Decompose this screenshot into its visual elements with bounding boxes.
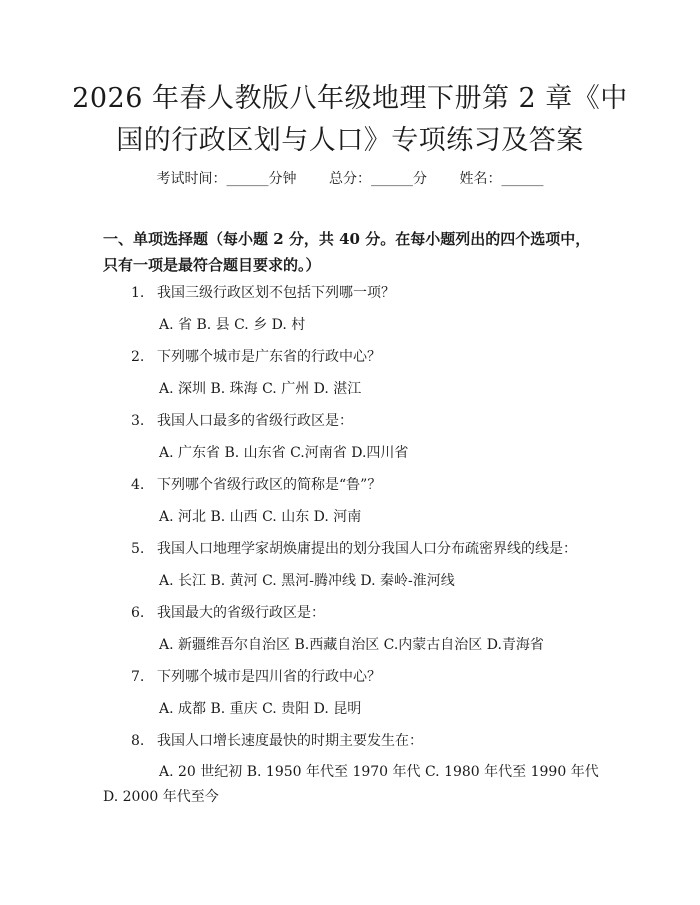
question-number: 3. bbox=[131, 413, 145, 429]
question-number: 2. bbox=[131, 349, 145, 365]
question-3-options: A. 广东省 B. 山东省 C.河南省 D.四川省 bbox=[159, 445, 409, 461]
student-name: 姓名：______ bbox=[459, 171, 544, 187]
question-2-options: A. 深圳 B. 珠海 C. 广州 D. 湛江 bbox=[159, 381, 362, 397]
document-title bbox=[60, 78, 640, 162]
question-number: 6. bbox=[131, 605, 145, 621]
question-2 bbox=[131, 346, 381, 366]
question-7 bbox=[131, 666, 381, 686]
question-text: 我国人口增长速度最快的时期主要发生在： bbox=[157, 733, 423, 749]
question-1 bbox=[131, 282, 395, 302]
question-text: 我国人口最多的省级行政区是： bbox=[157, 413, 353, 429]
question-3 bbox=[131, 410, 353, 430]
section-heading: 一、单项选择题（每小题 2 分，共 40 分。在每小题列出的四个选项中，只有一项是最符合题目要求的。） bbox=[103, 230, 591, 274]
exam-time: 考试时间：______分钟 bbox=[156, 171, 297, 187]
question-text: 我国最大的省级行政区是： bbox=[157, 605, 325, 621]
question-6-options: A. 新疆维吾尔自治区 B.西藏自治区 C.内蒙古自治区 D.青海省 bbox=[159, 637, 544, 653]
question-number: 1. bbox=[131, 285, 145, 301]
question-text: 下列哪个省级行政区的简称是“鲁”？ bbox=[157, 477, 382, 493]
question-5 bbox=[131, 538, 577, 558]
question-5-options: A. 长江 B. 黄河 C. 黑河-腾冲线 D. 秦岭-淮河线 bbox=[159, 573, 455, 589]
question-8 bbox=[131, 730, 423, 750]
title-line-1: 2026 年春人教版八年级地理下册第 2 章《中 bbox=[72, 83, 628, 114]
title-line-2: 国的行政区划与人口》专项练习及答案 bbox=[116, 125, 584, 156]
question-text: 下列哪个城市是四川省的行政中心？ bbox=[157, 669, 381, 685]
question-text: 我国人口地理学家胡焕庸提出的划分我国人口分布疏密界线的线是： bbox=[157, 541, 577, 557]
question-text: 下列哪个城市是广东省的行政中心？ bbox=[157, 349, 381, 365]
question-4 bbox=[131, 474, 381, 494]
question-number: 8. bbox=[131, 733, 145, 749]
question-1-options: A. 省 B. 县 C. 乡 D. 村 bbox=[159, 317, 306, 333]
question-number: 5. bbox=[131, 541, 145, 557]
question-4-options: A. 河北 B. 山西 C. 山东 D. 河南 bbox=[159, 509, 362, 525]
question-number: 4. bbox=[131, 477, 145, 493]
question-8-options: A. 20 世纪初 B. 1950 年代至 1970 年代 C. 1980 年代至 1990 年代 D. 2000 年代至今 bbox=[103, 764, 599, 805]
question-number: 7. bbox=[131, 669, 145, 685]
exam-score: 总分：______分 bbox=[329, 171, 427, 187]
question-6 bbox=[131, 602, 325, 622]
exam-meta bbox=[0, 168, 700, 188]
question-text: 我国三级行政区划不包括下列哪一项？ bbox=[157, 285, 395, 301]
question-7-options: A. 成都 B. 重庆 C. 贵阳 D. 昆明 bbox=[159, 701, 362, 717]
